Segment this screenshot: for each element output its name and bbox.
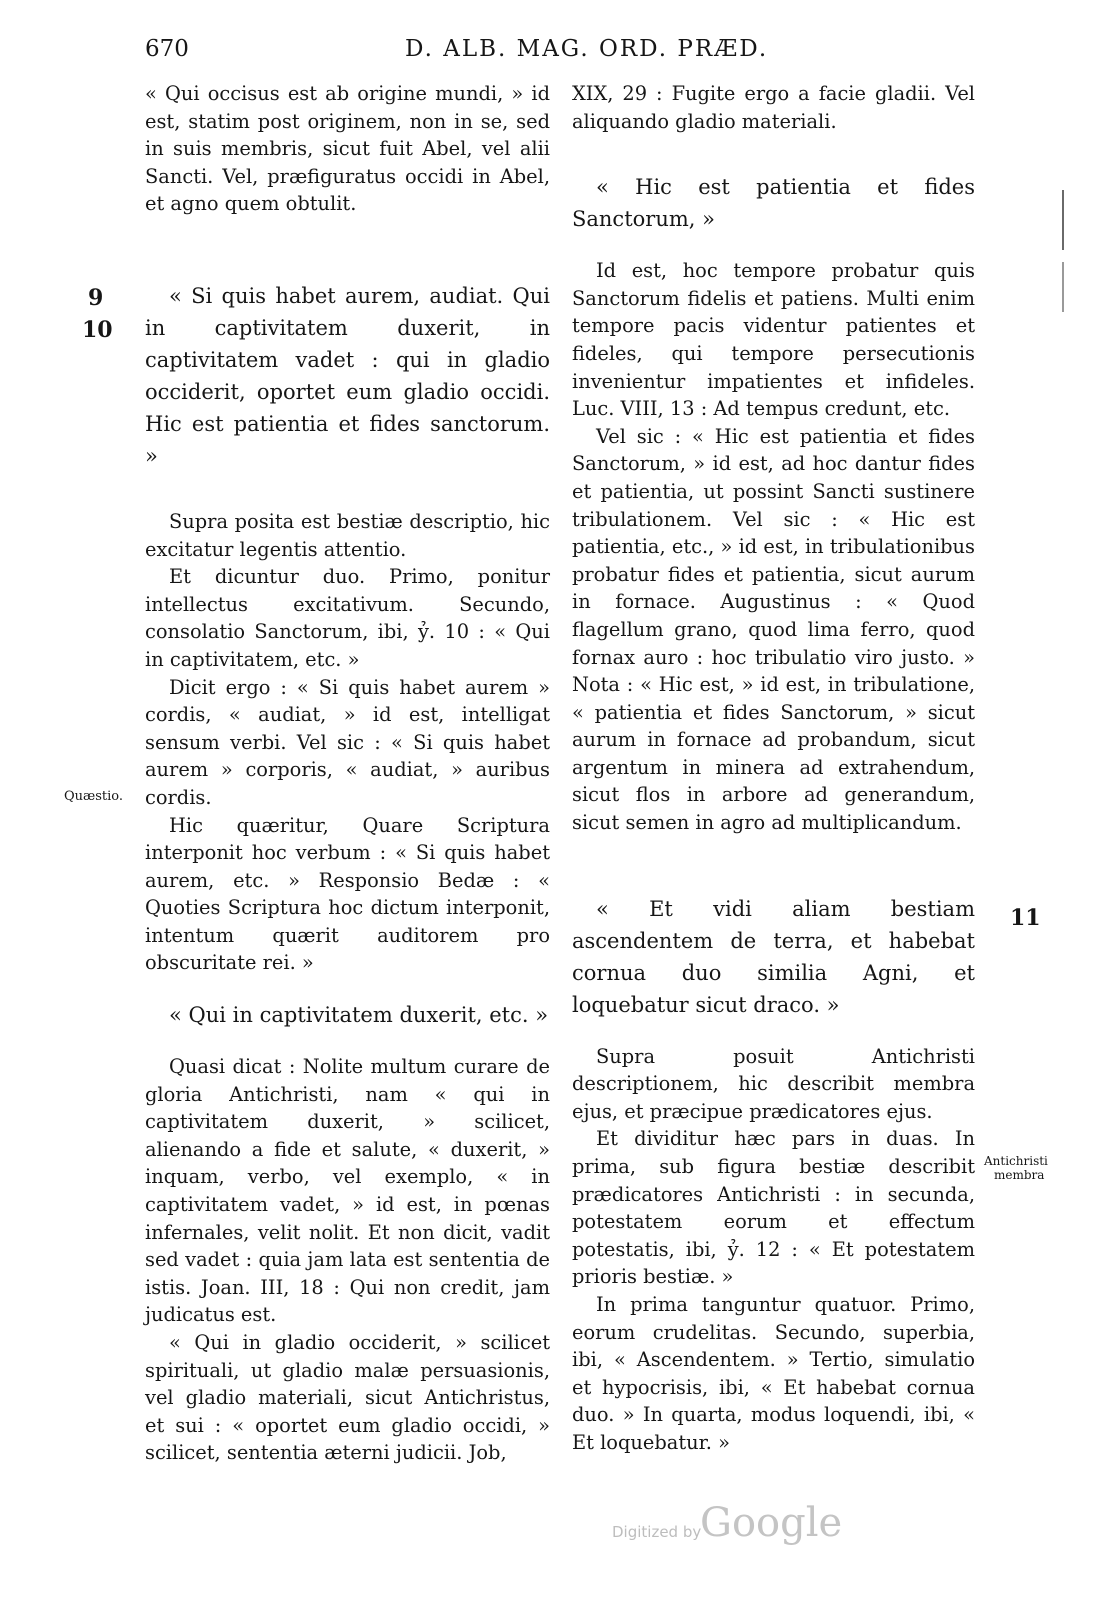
paragraph: Id est, hoc tempore probatur quis Sanctorum fidelis et patiens. Multi enim tempore pacis videntur patientes et fideles, qui tempore persecutionis invenientur impatientes et infideles. Luc. VIII, 13 : Ad tempus credunt, etc. (572, 259, 975, 421)
paragraph: Dicit ergo : « Si quis habet aurem » cordis, « audiat, » id est, intelligat sensum verbi. Vel sic : « Si quis habet aurem » corporis, « audiat, » auribus cordis. (145, 675, 550, 809)
scan-mark (1062, 262, 1064, 312)
digitization-watermark (612, 1500, 912, 1560)
verse-number-9: 9 (88, 285, 104, 311)
paragraph-quaestio: Hic quæritur, Quare Scriptura interponit hoc verbum : « Si quis habet aurem, etc. » Responsio Bedæ : « Quoties Scriptura hoc dictum interponit, intentum quærit auditorem pro obscuritate rei. » (145, 813, 550, 975)
paragraph: Supra posuit Antichristi descriptionem, hic describit membra ejus, et præcipue prædicatores ejus. (572, 1044, 975, 1123)
paragraph: Et dicuntur duo. Primo, ponitur intellectus excitativum. Secundo, consolatio Sanctorum, ibi, ỷ. 10 : « Qui in captivitatem, etc. » (145, 565, 550, 671)
paragraph: Quasi dicat : Nolite multum curare de gloria Antichristi, nam « qui in captivitatem duxerit, » scilicet, alienando a fide et salute, « duxerit, » inquam, verbo, vel exemplo, « in captivitatem vadet, » id est, in pœnas infernales, velit nolit. Et non dicit, vadit sed vadet : quia jam lata est sententia de istis. Joan. III, 18 : Qui non credit, jam judicatus est. (145, 1055, 550, 1327)
scripture-verse-9-10: « Si quis habet aurem, audiat. Qui in captivitatem duxerit, in captivitatem vadet : qui in gladio occiderit, oportet eum gladio occidi. Hic est patientia et fides sanctorum. » (145, 283, 550, 468)
margin-note-line: membra (994, 1168, 1045, 1182)
paragraph: Et dividitur hæc pars in duas. In prima, sub figura bestiæ describit prædicatores Antichristi : in secunda, potestatem eorum et effectum potestatis, ibi, ỷ. 12 : « Et potestatem prioris bestiæ. » (572, 1127, 975, 1289)
paragraph: « Qui occisus est ab origine mundi, » id est, statim post originem, non in se, sed in suis membris, sicut fuit Abel, vel alii Sancti. Vel, præfiguratus occidi in Abel, et agno quem obtulit. (145, 82, 550, 216)
paragraph: Supra posita est bestiæ descriptio, hic excitatur legentis attentio. (145, 509, 550, 561)
paragraph: Vel sic : « Hic est patientia et fides Sanctorum, » id est, ad hoc dantur fides et patientia, ut possint Sancti sustinere tribulationem. Vel sic : « Hic est patientia, etc., » id est, in tribulationibus probatur fides et patientia, sicut aurum in fornace. Augustinus : « Quod flagellum grano, quod lima ferro, quod fornax auro : hoc tribulatio viro justo. » Nota : « Hic est, » id est, in tribulatione, « patientia et fides Sanctorum, » sicut aurum in fornace ad probandum, sicut argentum in minera ad extrahendum, sicut flos in arbore ad generandum, sicut semen in agro ad multiplicandum. (572, 424, 975, 835)
paragraph: XIX, 29 : Fugite ergo a facie gladii. Vel aliquando gladio materiali. (572, 82, 975, 133)
scan-mark (1062, 190, 1064, 250)
running-title: D. ALB. MAG. ORD. PRÆD. (405, 36, 769, 62)
paragraph: « Qui in gladio occiderit, » scilicet spirituali, ut gladio malæ persuasionis, vel gladio materiali, sicut Antichristus, et sui : « oportet eum gladio occidi, » scilicet, sententia æterni judicii. Job, (145, 1331, 550, 1465)
verse-number-10: 10 (82, 317, 113, 343)
right-column (572, 80, 975, 1457)
verse-number-11: 11 (1010, 905, 1041, 931)
margin-note-line: Antichristi (984, 1154, 1048, 1168)
left-column (145, 80, 550, 1467)
margin-note-quaestio: Quæstio. (64, 789, 124, 804)
margin-note-antichristi (984, 1154, 1048, 1182)
scripture-verse-11: « Et vidi aliam bestiam ascendentem de terra, et habebat cornua duo similia Agni, et loquebatur sicut draco. » (572, 896, 975, 1017)
page-number: 670 (145, 36, 189, 62)
google-logo: Google (700, 1500, 843, 1546)
lemma: « Qui in captivitatem duxerit, etc. » (169, 1003, 549, 1028)
page-header (0, 36, 1101, 72)
digitized-by-text: Digitized by (612, 1523, 702, 1541)
lemma: « Hic est patientia et fides Sanctorum, » (572, 175, 975, 232)
paragraph: In prima tanguntur quatuor. Primo, eorum crudelitas. Secundo, superbia, ibi, « Ascendentem. » Tertio, simulatio et hypocrisis, ibi, « Et habebat cornua duo. » In quarta, modus loquendi, ibi, « Et loquebatur. » (572, 1293, 975, 1454)
